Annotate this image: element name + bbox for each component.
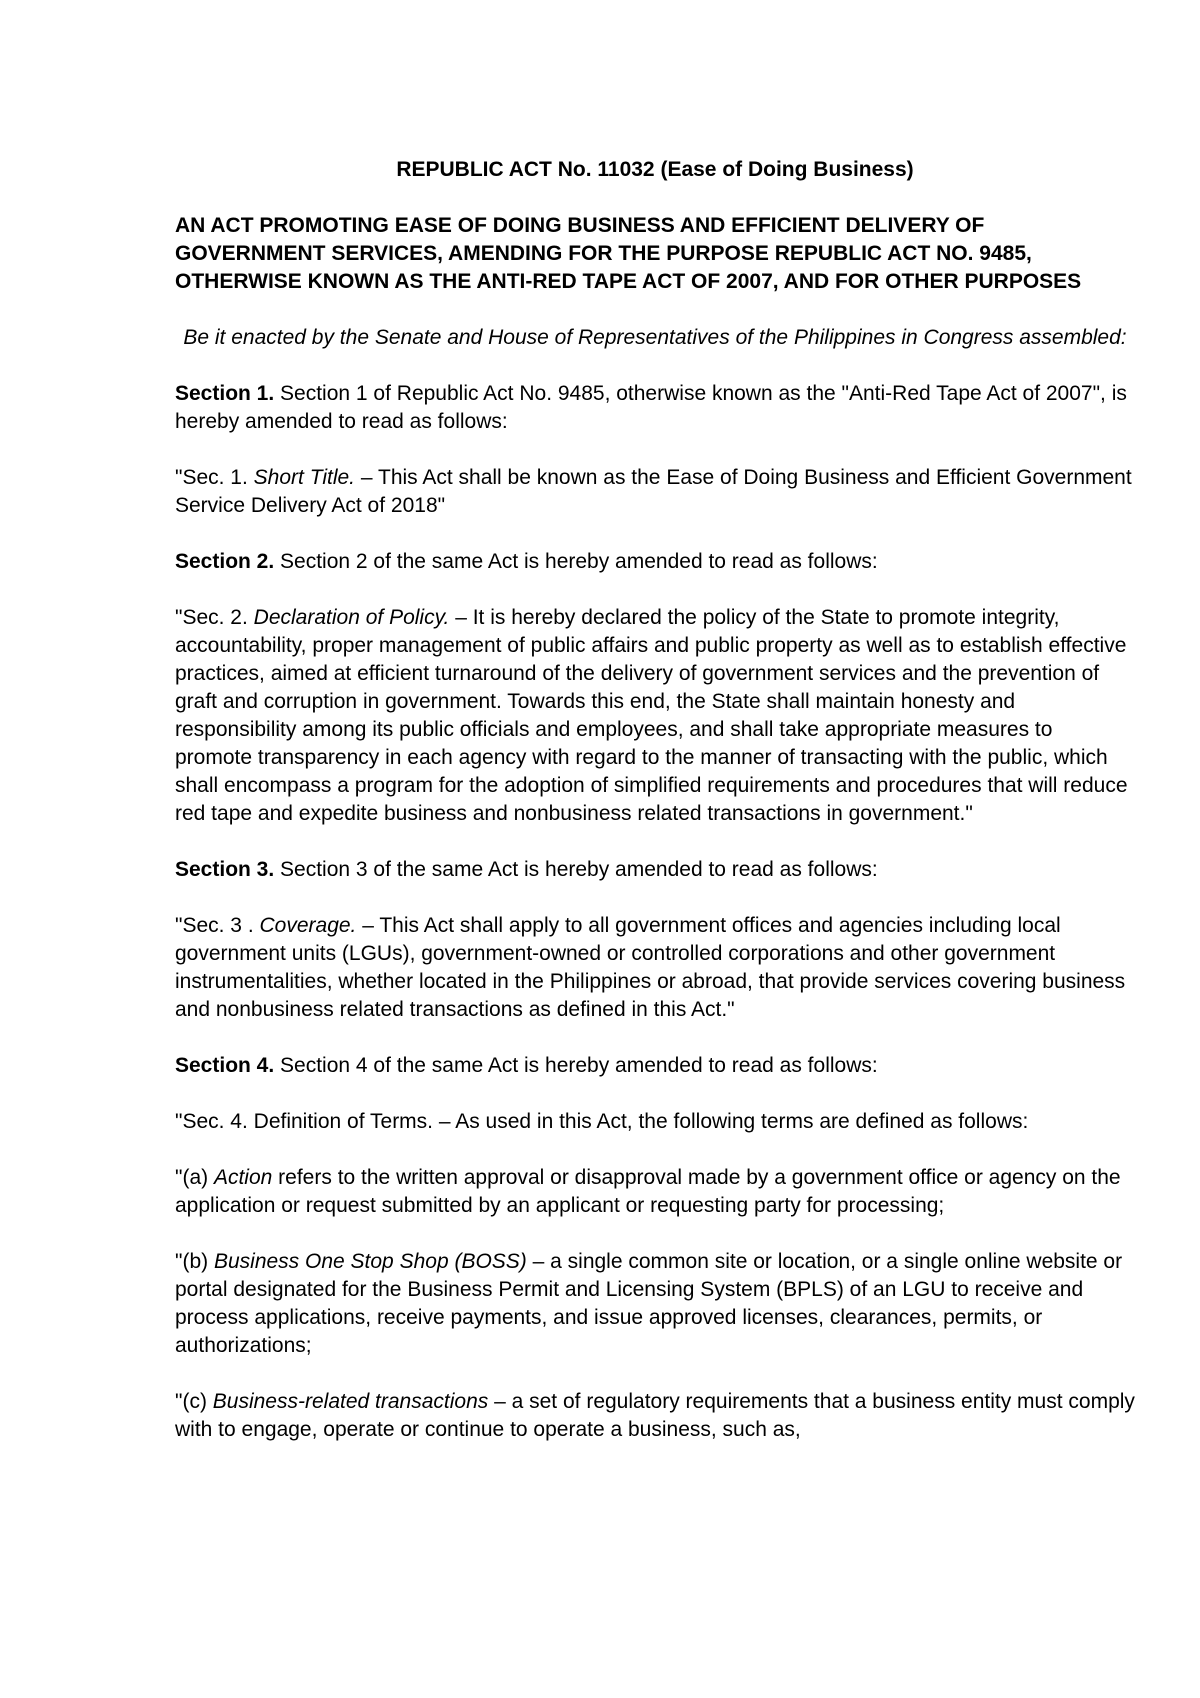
section-1-label: Section 1. (175, 382, 275, 405)
section-1-paragraph (175, 380, 1135, 436)
definition-a-term: Action (213, 1166, 273, 1189)
enacting-clause: Be it enacted by the Senate and House of Representatives of the Philippines in Congress assembled: (183, 326, 1127, 349)
definition-c (175, 1388, 1135, 1444)
definition-c-term: Business-related transactions (212, 1390, 489, 1413)
sec-3-paragraph (175, 912, 1135, 1024)
definition-c-prefix: "(c) (175, 1390, 213, 1413)
definition-a-text: refers to the written approval or disapproval made by a government office or agency on the application or request submitted by an applicant or requesting party for processing; (175, 1166, 1121, 1217)
sec-4-text: "Sec. 4. Definition of Terms. – As used in this Act, the following terms are defined as follows: (175, 1110, 1029, 1133)
definition-b (175, 1248, 1135, 1360)
sec-2-paragraph (175, 604, 1135, 828)
sec-3-term: Coverage. (259, 914, 357, 937)
section-4-text: Section 4 of the same Act is hereby amended to read as follows: (274, 1054, 878, 1077)
section-4-paragraph (175, 1052, 1135, 1080)
sec-3-text: – This Act shall apply to all government offices and agencies including local government units (LGUs), government-owned or controlled corporations and other government instrumentalities, whether located in the Philippines or abroad, that provide services covering business and nonbusiness related transactions as defined in this Act." (175, 914, 1126, 1021)
definition-b-prefix: "(b) (175, 1250, 214, 1273)
section-4-label: Section 4. (175, 1054, 275, 1077)
section-2-paragraph (175, 548, 1135, 576)
sec-2-term: Declaration of Policy. (253, 606, 450, 629)
sec-1-term: Short Title. (253, 466, 356, 489)
definition-a-prefix: "(a) (175, 1166, 214, 1189)
sec-2-text: – It is hereby declared the policy of the State to promote integrity, accountability, proper management of public affairs and public property as well as to establish effective practices, aimed at efficient turnaround of the delivery of government services and the prevention of graft and corruption in government. Towards this end, the State shall maintain honesty and responsibility among its public officials and employees, and shall take appropriate measures to promote transparency in each agency with regard to the manner of transacting with the public, which shall encompass a program for the adoption of simplified requirements and procedures that will reduce red tape and expedite business and nonbusiness related transactions in government." (175, 606, 1128, 825)
section-2-text: Section 2 of the same Act is hereby amended to read as follows: (274, 550, 878, 573)
sec-2-prefix: "Sec. 2. (175, 606, 254, 629)
sec-4-paragraph (175, 1108, 1135, 1136)
section-3-paragraph (175, 856, 1135, 884)
definition-b-text: – a single common site or location, or a single online website or portal designated for the Business Permit and Licensing System (BPLS) of an LGU to receive and process applications, receive payments, and issue approved licenses, clearances, permits, or authorizations; (175, 1250, 1123, 1357)
sec-1-paragraph (175, 464, 1135, 520)
document-title: REPUBLIC ACT No. 11032 (Ease of Doing Business) (396, 158, 914, 181)
definition-c-text: – a set of regulatory requirements that a business entity must comply with to engage, operate or continue to operate a business, such as, (175, 1390, 1135, 1441)
sec-1-prefix: "Sec. 1. (175, 466, 254, 489)
act-heading: AN ACT PROMOTING EASE OF DOING BUSINESS AND EFFICIENT DELIVERY OF GOVERNMENT SERVICES, AMENDING FOR THE PURPOSE REPUBLIC ACT NO. 9485, OTHERWISE KNOWN AS THE ANTI-RED TAPE ACT OF 2007, AND FOR OTHER PURPOSES (175, 214, 1082, 293)
sec-1-text: – This Act shall be known as the Ease of Doing Business and Efficient Government Service Delivery Act of 2018" (175, 466, 1132, 517)
definition-b-term: Business One Stop Shop (BOSS) (213, 1250, 527, 1273)
sec-3-prefix: "Sec. 3 . (175, 914, 260, 937)
section-1-text: Section 1 of Republic Act No. 9485, otherwise known as the "Anti-Red Tape Act of 2007", is hereby amended to read as follows: (175, 382, 1127, 433)
definition-a (175, 1164, 1135, 1220)
section-2-label: Section 2. (175, 550, 275, 573)
section-3-label: Section 3. (175, 858, 275, 881)
section-3-text: Section 3 of the same Act is hereby amended to read as follows: (274, 858, 878, 881)
document-body (175, 156, 1135, 1444)
